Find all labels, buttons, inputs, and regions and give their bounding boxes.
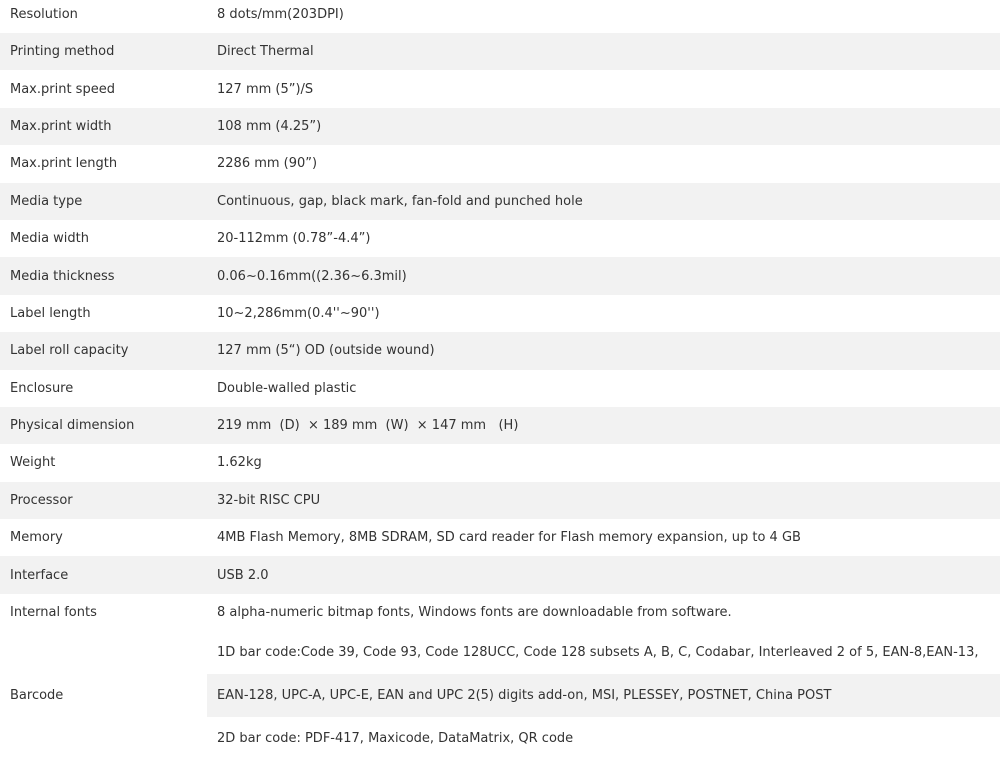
spec-label: Resolution [10, 7, 78, 22]
spec-value: 127 mm (5”)/S [217, 81, 314, 97]
spec-value: USB 2.0 [207, 556, 1000, 593]
barcode-values [207, 631, 1000, 760]
spec-label: Printing method [0, 33, 207, 70]
spec-label: Label length [10, 305, 91, 321]
spec-row-label-length [0, 295, 1000, 332]
spec-value: 1.62kg [217, 455, 262, 471]
spec-label: Max.print length [10, 156, 118, 172]
spec-value: 4MB Flash Memory, 8MB SDRAM, SD card reader for Flash memory expansion, up to 4 GB [217, 530, 801, 546]
spec-value: Continuous, gap, black mark, fan-fold and punched hole [207, 183, 1000, 220]
spec-row-weight [0, 444, 1000, 481]
spec-value: 8 alpha-numeric bitmap fonts, Windows fonts are downloadable from software. [217, 605, 732, 621]
spec-row-label-roll-capacity [0, 332, 1000, 369]
spec-row-media-thickness [0, 257, 1000, 294]
spec-value: 0.06~0.16mm((2.36~6.3mil) [207, 257, 1000, 294]
spec-row-resolution [0, 0, 1000, 33]
spec-value: Direct Thermal [207, 33, 1000, 70]
spec-row-enclosure [0, 370, 1000, 407]
spec-row-media-type [0, 183, 1000, 220]
barcode-line-1d-continued: EAN-128, UPC-A, UPC-E, EAN and UPC 2(5) digits add-on, MSI, PLESSEY, POSTNET, China POST [207, 674, 1000, 717]
spec-value: 108 mm (4.25”) [207, 108, 1000, 145]
spec-value: 32-bit RISC CPU [207, 482, 1000, 519]
spec-row-max-print-speed [0, 70, 1000, 107]
spec-label: Label roll capacity [0, 332, 207, 369]
spec-row-max-print-length [0, 145, 1000, 182]
spec-value: 8 dots/mm(203DPI) [217, 7, 344, 22]
barcode-line-1d: 1D bar code:Code 39, Code 93, Code 128UCC, Code 128 subsets A, B, C, Codabar, Interleaved 2 of 5, EAN-8,EAN-13, [217, 645, 979, 661]
spec-value: Double-walled plastic [217, 380, 357, 396]
spec-label: Physical dimension [0, 407, 207, 444]
spec-row-physical-dimension [0, 407, 1000, 444]
spec-label: Max.print width [0, 108, 207, 145]
spec-label: Enclosure [10, 380, 74, 396]
spec-label: Barcode [10, 688, 64, 704]
spec-value: 219 mm (D) × 189 mm (W) × 147 mm (H) [207, 407, 1000, 444]
barcode-line-2d: 2D bar code: PDF-417, Maxicode, DataMatrix, QR code [217, 731, 574, 747]
spec-label: Media width [10, 231, 90, 247]
spec-row-barcode [0, 631, 1000, 760]
spec-row-interface [0, 556, 1000, 593]
spec-value: 2286 mm (90”) [217, 156, 318, 172]
spec-row-printing-method [0, 33, 1000, 70]
spec-value: 20-112mm (0.78”-4.4”) [217, 231, 371, 247]
spec-row-max-print-width [0, 108, 1000, 145]
spec-label: Media type [0, 183, 207, 220]
spec-row-memory [0, 519, 1000, 556]
spec-label: Media thickness [0, 257, 207, 294]
spec-row-media-width [0, 220, 1000, 257]
spec-label: Processor [0, 482, 207, 519]
spec-value: 10~2,286mm(0.4''~90'') [217, 305, 380, 321]
spec-row-internal-fonts [0, 594, 1000, 631]
spec-label: Memory [10, 530, 63, 546]
spec-label: Max.print speed [10, 81, 115, 97]
spec-row-processor [0, 482, 1000, 519]
spec-label: Weight [10, 455, 56, 471]
spec-value: 127 mm (5“) OD (outside wound) [207, 332, 1000, 369]
spec-label: Interface [0, 556, 207, 593]
spec-label: Internal fonts [10, 605, 97, 621]
